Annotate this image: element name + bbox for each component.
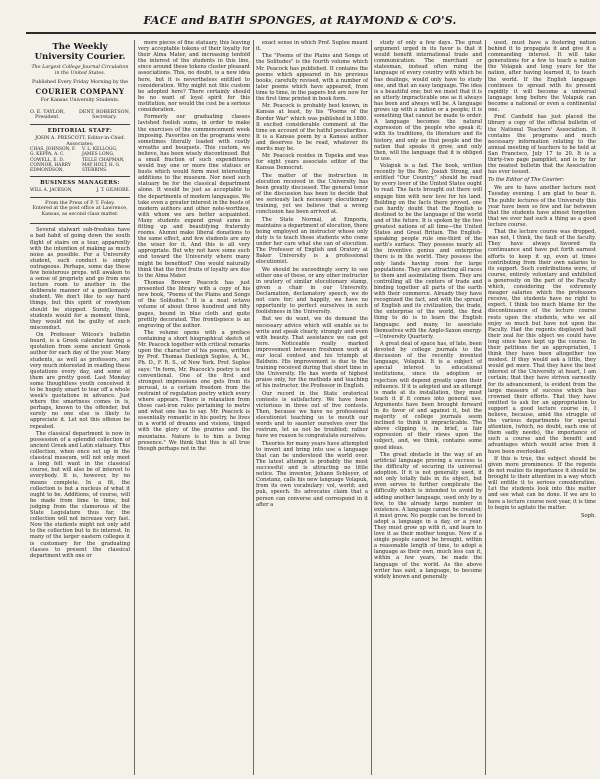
column-divider <box>253 40 254 775</box>
page-header <box>0 0 600 34</box>
column-4 <box>374 40 482 775</box>
letter-heading: To the Editor of The Courier: <box>488 177 565 184</box>
masthead-divider <box>30 124 130 125</box>
editorial-staff-heading: EDITORIAL STAFF: <box>47 127 113 134</box>
paragraph: Several stalwart sub-freshies have a bad habit of going down the south flight of stairs on a tear, apparently with the intention of making as much noise as possible. For a University student, such conduct is simply outrageous. Perhaps, some day these few boisterous preps. will awaken to a sense of propriety and go from one lecture room to another in the deliberate manner of a gentlemanly student. We don't like to say hard things, but this spirit of rowdyism should be stopped. Surely, these students would for a moment think, they would not be guilty of such misconduct. <box>30 227 130 331</box>
paragraph: A great deal of space has, of late, been devoted by college journals to the discussion of the recently invented language, Volapuk. It is a subject of special interest to educational institutions, since its adoption or rejection will depend greatly upon their influence. If it is adopted and an attempt is made at its installation, they must teach it if it comes into general use. Arguments have been brought forward in its favor of and against it, but the majority of college journals seem inclined to think it impracticable. The above clipping is, in brief, a fair expression of their views upon the subject, and, we think, contains some good ideas. <box>374 340 482 451</box>
paragraph: The "Poems of the Plains and Songs of the Solitudes" is the fourth volume which Mr. Peacock has published. It contains the poems which appeared in his previous books, carefully revised, with a number of later poems which have appeared, from time to time, in the papers but are now for the first time printed in book form. <box>256 53 368 103</box>
staff-list <box>30 147 130 173</box>
masthead-divider-2 <box>30 176 130 177</box>
masthead-officers <box>30 110 130 121</box>
column-3 <box>256 40 368 775</box>
officer-right-title: Secretary. <box>92 115 117 121</box>
staff-left: CHAS. JOHNSON, F. G. KEPPA, A. C. COWELL, E. D. CONNOR, HARRY EDMONDSON, <box>30 147 76 174</box>
paragraph: Mr. Peacock resides in Topeka and was for eight years associate editor of the Kansas Democrat. <box>256 153 368 172</box>
letter-signoff: Soph. <box>581 512 596 519</box>
business-managers <box>30 188 130 193</box>
masthead-title: The Weekly University Courier. <box>34 42 126 62</box>
header-rule <box>26 32 596 34</box>
column-5 <box>488 40 596 775</box>
masthead-for: For Kansas University Students. <box>40 98 120 104</box>
masthead-subtitle: The Largest College Journal Circulation in the United States. <box>31 65 129 76</box>
paragraph: The matter of the instruction in elocution received in the University has been greatly discussed. The general tenor of the discussion has been to decide that we seriously lack necessary elocutionary training, yet we believe that a wrong conclusion has been arrived at. <box>256 172 368 216</box>
paragraph: Prof. Canfield has just placed the library a copy of the official bulletin of the National Teachers' Association. It contains the programs and much necessary information relating to the annual meeting of teachers to be held at San Francisco, July 17 to 20. It is a thirty-two page pamphlet, and is by far the neatest bulletin that the Association has ever issued. <box>488 114 596 176</box>
paragraph: The classical department is now in possession of a splendid collection of ancient Greek and Latin statuary. This collection, when once set up in the classical museum, will not only meet a long felt want in the classical course, but will also be of interest to everybody. It is, however, by no means complete. In a fit, the collection is but a nucleus of what it ought to be. Additions, of course, will be made from time to time, but judging from the clamorous of the State Legislature thus far, the collection will not increase very fast. Now the students might not only add to the collection but to its interest. In many of the larger eastern colleges it is customary for the graduating classes to present the classical department with one or <box>30 430 130 559</box>
column-divider <box>485 40 486 775</box>
paragraph: If this is true, the subject should be given more prominence. If the regents do not realize its importance it should be brought to their attention in a way which will entitle it to serious consideration. Let the students look into this matter and see what can be done. If we are to have a lecture course next year, it is time to begin to agitate the matter. <box>488 455 596 511</box>
paragraph: On Professor Wilcox's bulletin board, is a Greek calendar having a quotation from some ancient Greek author for each day of the year. Many students, as well as professors, are very much interested in reading these quotations every day, and some of them are pretty good. Last Monday some thoughtless youth conceived it to be hugely smart to tear off a whole week's quotations in advance. Just where the smartness comes in is, perhaps, known to the offender, but surely no one else is likely to appreciate it. Let not this offense be repeated. <box>30 332 130 430</box>
masthead-company: COURIER COMPANY <box>35 87 125 97</box>
paragraph: The great obstacle in the way of an artificial language proving a success is the difficulty of securing its universal adoption. If it is not generally used, it not only totally fails in its object, but even serves to further complicate the difficulty which is intended to avoid by adding another language, used only by a few, to the already large number in existence. A language cannot be created; it must grow. No people can be forced to adopt a language in a day, or a year. They must grow up with it, and learn to love it as their mother tongue. Now if a single people cannot be brought, within a reasonable length of time, to adopt a language as their own, much less can it, within a few years, be made the language of the world. As the above writer has said, a language, to become widely known and generally <box>374 451 482 580</box>
paragraph: That the lecture course was dropped, was not, I think, the fault of the faculty. They have always favored its continuance and have put forth earnest efforts to keep it up, even at times contributing from their own salaries to its support. Such contributions were, of course, entirely voluntary and exhibited a generosity on the part of the Faculty which, considering the extremely meager salaries which the professors receive, the students have no right to expect. I think too much blame for the discontinuance of the lecture course rests upon the students, who we all enjoy so much but have not upon the Faculty. Had the regents displayed half their zeal for this object we could have long since have kept up the course. In their petitions for an appropriation, I think they have been altogether too modest. If they would ask a little, they would get more. That they have the best interest of the University at heart, I am certain; that they have striven earnestly for its advancement, is evident from the large measure of success which has crowned their efforts. That they have omitted to ask for an appropriation to support a good lecture course in, I believe, because, amid the struggle of the various departments for special attention, (which, no doubt, each one of them sadly needs), the importance of such a course and the benefit and advantages which would arise from it have been overlooked. <box>488 229 596 455</box>
officer-left <box>30 110 65 121</box>
officer-right-name: DENT. ROBERTSON, <box>78 109 130 115</box>
paragraph: We are to have another lecture next Tuesday evening. I am glad to hear it. The public lectures of the University this year have been so few and far between that the students have almost forgotten that we ever had such a thing as a good lecture course. <box>488 185 596 228</box>
officer-right <box>79 110 130 121</box>
header-advertisement: FACE and BATH SPONGES, at RAYMOND & CO'S. <box>143 14 457 27</box>
press-credit: From the Press of P. T. Foley. <box>45 200 115 206</box>
business-managers-heading: BUSINESS MANAGERS: <box>40 180 120 187</box>
entered-notice: Entered at the post office at Lawrence, Kansas, as second class matter. <box>32 206 128 217</box>
paragraph: study of only a few days. The great argument urged in its favor is that it would benefit international trade and communication. The merchant or statesman, instead often ruing the language of every country with which he has dealings, would only have to study one, and that an easy language. The idea is a beautiful one; but we insist that it is an utterly impracticable one as it always has been and always will be. A language grows up with a nation or a people; it is something that cannot be made to order. A language becomes the natural expression of the people who speak it; with its traditions, its literature and its history, and only as that people and the nation that speaks it grow, and only then, will the language that it is obliged to use. <box>374 40 482 162</box>
paragraph: exact sense in which Prof. Suplee meant it. <box>256 40 368 53</box>
staff-right: V. L. KELLOGG, JAMES LONG, TELLE CHAPMAN, MAY HOLT, H. G. STEBBINS. <box>82 147 125 174</box>
paragraph: Theories for many years have attempted to invent and bring into use a language that can be understood the world over. The latest attempt is probably the most successful and is attracting no little notice. The inventor, Johann Schleyer, of Constanz, calls his new language Volapuk, from its own vocabulary: vol, world; and puk, speech. Its advocates claim that a person can converse and correspond in it after a <box>256 440 368 508</box>
paragraph: Volapuk is a fad. The book, written recently by the Rev. Josiah Strong, and entitled "Our Country," should be read by every lover of the United States ought to read. The facts brought out there will engage him with new love for his land. Building on the facts there proved, one can hardly doubt that the English is destined to be the language of the world and of the future. It is spoken by the two greatest nations of all time—the United States and Great Britain. The English-speaking people rule one-third of the earth's surface. They possess nearly all the inventive genius and enterprise there is in the world. They possess the only lands having room for large populations. They are attracting all races to them and assimilating them. They are controlling all the centers of trade and binding together all parts of the earth with their commerce. Already they have recognized the fact, and with the spread of English and its civilization, the trade, the enterprise of the world, the first thing to do is to learn the English language; and many, to associate themselves with the Anglo-Saxon energy.—University Quarterly. <box>374 163 482 340</box>
column-divider <box>371 40 372 775</box>
business-manager-left: WILL A. JACKSON, <box>30 188 73 194</box>
paragraph: Formerly our graduating classes lavished foolish sums, in order to make the exercises of the commencement week imposing. Favorites on the programs were sometimes literally loaded with costly wreaths and bouquets. This custom, we believe, has been wisely discontinued. But a small fraction of such expenditures would buy one or more fine statues or busts which would form most interesting additions to the museum. Nor need such statuary be for the classical department alone. It would be just as acceptable to the departments of modern languages. We take even a greater interest in the busts of modern authors and other note-worthies, with whom we are better acquainted. Many students expend great sums in fitting up and beautifying fraternity rooms. Alumni make liberal donations to the same effect, and few students are any the wiser for it. And this is all very appropriate. But why not have some such end toward the University where many might be benefited? One would naturally think that the first fruits of loyalty are due to the Alma Mater. <box>138 114 250 279</box>
paragraph: Mr. Peacock is probably best known, in Kansas at least, by his "Poems of the Border War" which was published in 1880. It excited considerable comment at the time on account of the hatful peculiarities. It is a Kansas poem by a Kansas author and deserves to be read, whatever its merits may be. <box>256 103 368 152</box>
paragraph: The volume opens with a preface containing a short biographical sketch of Mr. Peacock together with critical remarks upon the character of his poems, written by Prof. Thomas Danleigh Suplee, A. M., Ph. D., F. R. S., of New York. Prof. Suplee says: "In form, Mr. Peacock's poetry is not conventional. One of the first and strongest impressions one gets from its perusal, is a certain freedom from the restraint of regulation poetry which every where appears. There is relaxation from those cast-iron rules pertaining to metre and what one has to say. Mr. Peacock is essentially romantic in his poetry, he lives in a world of dreams and visions, tinged with the glory of the prairies and the mountains. Nature is to him a living presence." We think that this is all true though perhaps not in the <box>138 329 250 452</box>
masthead-publication: Published Every Friday Morning by the <box>32 79 128 85</box>
paragraph: We should be exceedingly sorry to see either one of these, or any other instructor in oratory of similar elocutionary stamp, given a chair in our University. Declamation, declamatory speech, we do not care for; and happily, we have no opportunity to perfect ourselves in such foolishness in the University. <box>256 266 368 316</box>
paragraph: used, must have a fostering nation behind it to propagate it and give it a commanding interest. It will take generations for a few to teach a nation the Volapuk and long years for the nation, after having learned it, to teach the world. If the English language continues to spread with its present rapidity it will become a universal language long before the Volapuk can become a national or even a continental one. <box>488 40 596 114</box>
paragraph: The State Normal, at Emporia, maintains a department of elocution, there being employed an instructor whose only duty is to teach those students who come under her care what she can of elocution. The Professor of English and Oratory at Baker University is a professional elocutionist. <box>256 216 368 266</box>
business-manager-right: J. T. GILMORE. <box>96 188 130 194</box>
associates-label: Associates: <box>66 141 94 147</box>
masthead-divider-4 <box>30 223 130 224</box>
column-2 <box>138 40 250 775</box>
officer-left-name: O. E. TAYLOR, <box>30 109 65 115</box>
editor-in-chief: JOHN A. PRESCOTT, Editor-in-Chief. <box>35 136 125 142</box>
paragraph: Our record in the State oratorical contests is satisfactory. We have been victorious in three out of five contests. Then, because we have no professional elocutionist teaching us to mouth our words and to saunter ourselves over the rostrum, let us not be troubled; rather have we reason to congratulate ourselves. <box>256 390 368 440</box>
officer-left-title: President. <box>35 115 60 121</box>
paragraph: more pieces of fine statuary, this leaving very acceptable tokens of their loyalty for their Alma Mater, and increasing tenfold the interest of the students in this line, since around these tokens cluster pleasant associations. This, no doubt, is a new idea here, but it is nevertheless entitled to consideration. Why might not this custom be adopted here? There certainly should be no want of loyal spirit for this institution, nor would the cost be a serious consideration. <box>138 40 250 114</box>
masthead-divider-3 <box>30 197 130 198</box>
paragraph: Thomas Brower Peacock has just presented the library with a copy of his new book, "Poems of the Plains and Songs of the Solitudes." It is a neat octavo volume of about three hundred and fifty pages, bound in blue cloth and quite prettily decorated. The frontispiece is an engraving of the author. <box>138 280 250 329</box>
column-1 <box>30 40 130 560</box>
column-divider <box>134 40 135 775</box>
paragraph: But we do want, we do demand the necessary advice which will enable us to write and speak clearly, strongly and even with beauty. That assistance we can get here. Noticeable really marked improvement between freshmen work at our local contest and his triumph at Baldwin. His improvement is due to the training received during that short time in the University. He has words of highest praise only, for the methods and teaching of his instructor, the Professor in English. <box>256 316 368 390</box>
